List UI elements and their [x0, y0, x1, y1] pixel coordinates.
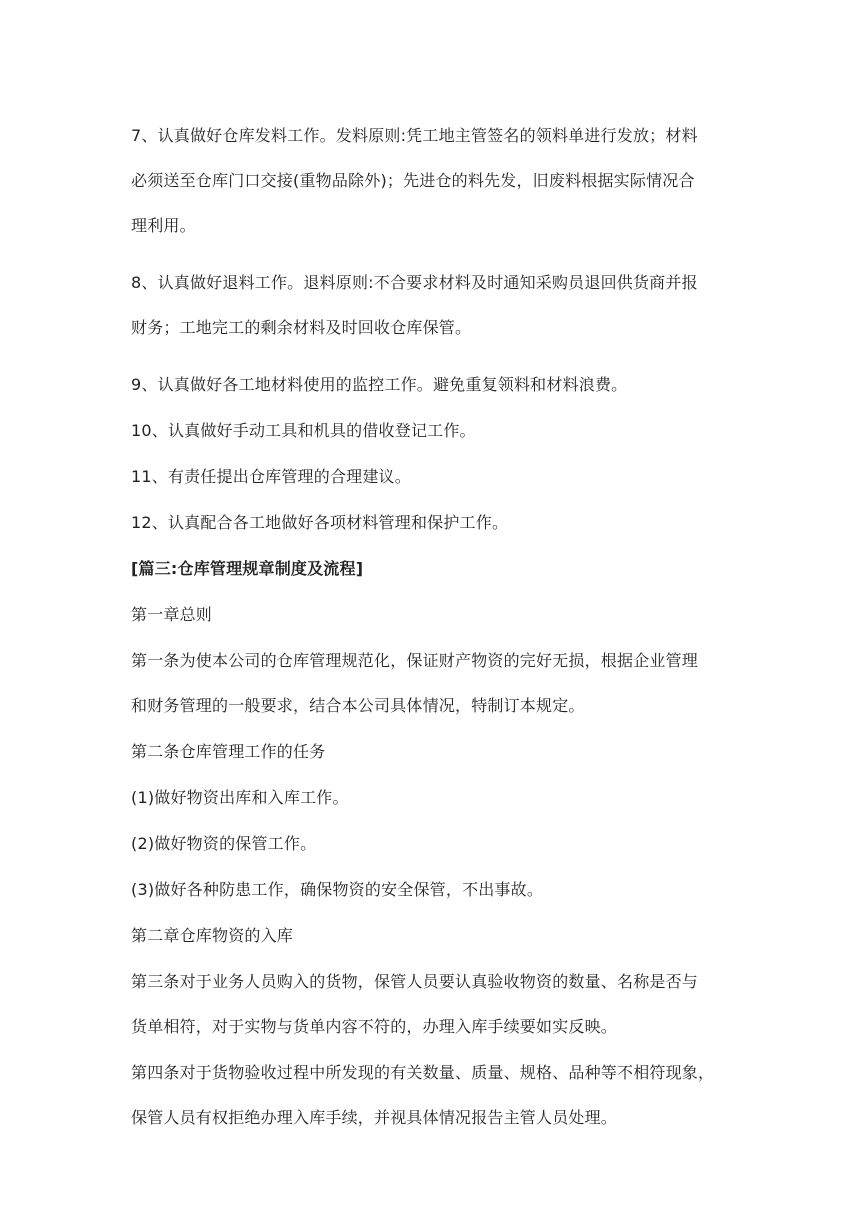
task-3 — [131, 867, 741, 912]
line: 11、有责任提出仓库管理的合理建议。 — [131, 467, 411, 486]
line: 8、认真做好退料工作。退料原则:不合要求材料及时通知采购员退回供货商并报 — [131, 273, 698, 292]
paragraph-8 — [131, 260, 741, 350]
line: 必须送至仓库门口交接(重物品除外)；先进仓的料先发，旧废料根据实际情况合 — [131, 171, 695, 190]
line: 第一条为使本公司的仓库管理规范化，保证财产物资的完好无损，根据企业管理 — [131, 651, 699, 670]
paragraph-11 — [131, 454, 741, 499]
line: 和财务管理的一般要求，结合本公司具体情况，特制订本规定。 — [131, 696, 585, 715]
task-2 — [131, 821, 741, 866]
line: 货单相符，对于实物与货单内容不符的，办理入库手续要如实反映。 — [131, 1017, 618, 1036]
line: 第一章总则 — [131, 605, 213, 624]
line: 9、认真做好各工地材料使用的监控工作。避免重复领料和材料浪费。 — [131, 375, 628, 394]
paragraph-10 — [131, 408, 741, 453]
article-3 — [131, 959, 741, 1049]
line: 财务；工地完工的剩余材料及时回收仓库保管。 — [131, 318, 472, 337]
task-1 — [131, 775, 741, 820]
line: 保管人员有权拒绝办理入库手续，并视具体情况报告主管人员处理。 — [131, 1108, 618, 1127]
line: 12、认真配合各工地做好各项材料管理和保护工作。 — [131, 513, 509, 532]
line: 第三条对于业务人员购入的货物，保管人员要认真验收物资的数量、名称是否与 — [131, 972, 699, 991]
chapter-2-title — [131, 913, 741, 958]
line: (1)做好物资出库和入库工作。 — [131, 788, 349, 807]
line: 理利用。 — [131, 216, 196, 235]
paragraph-9 — [131, 362, 741, 407]
paragraph-7 — [131, 113, 741, 248]
article-1 — [131, 638, 741, 728]
line: [篇三:仓库管理规章制度及流程] — [131, 559, 364, 578]
line: 第二条仓库管理工作的任务 — [131, 742, 326, 761]
paragraph-12 — [131, 500, 741, 545]
line: 第二章仓库物资的入库 — [131, 926, 294, 945]
line: 10、认真做好手动工具和机具的借收登记工作。 — [131, 421, 476, 440]
section-heading — [131, 546, 741, 591]
line: 7、认真做好仓库发料工作。发料原则:凭工地主管签名的领料单进行发放；材料 — [131, 126, 698, 145]
article-4 — [131, 1050, 741, 1140]
line: 第四条对于货物验收过程中所发现的有关数量、质量、规格、品种等不相符现象， — [131, 1063, 715, 1082]
chapter-1-title — [131, 592, 741, 637]
line: (2)做好物资的保管工作。 — [131, 834, 317, 853]
line: (3)做好各种防患工作，确保物资的安全保管，不出事故。 — [131, 880, 544, 899]
article-2 — [131, 729, 741, 774]
document-body — [131, 113, 741, 1140]
